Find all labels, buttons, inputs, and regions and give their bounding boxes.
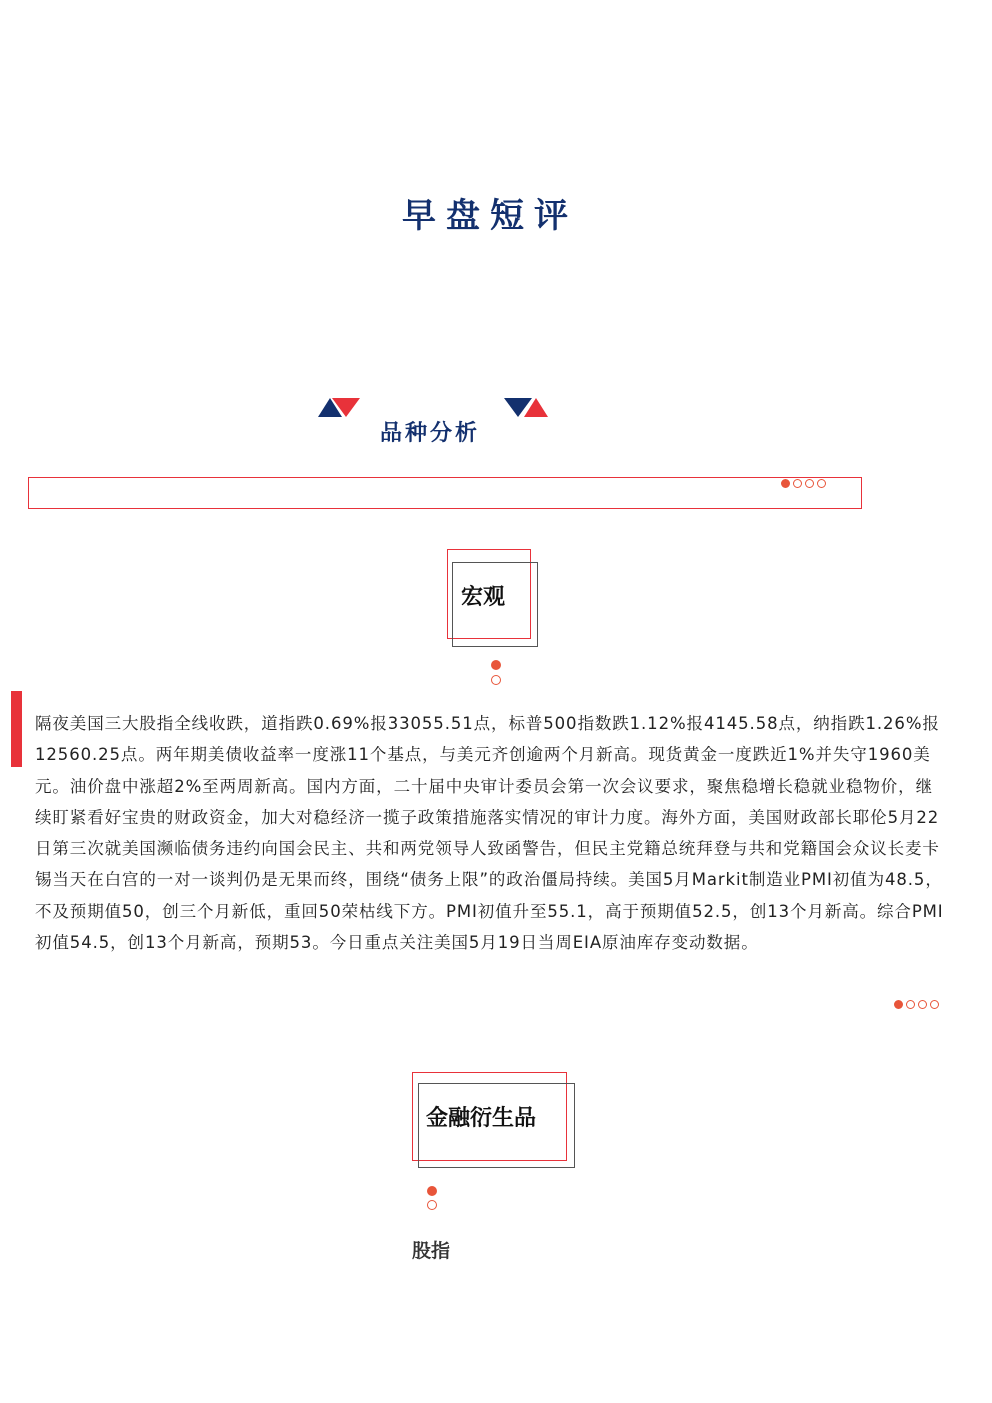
triangle-decoration-right-icon — [504, 396, 548, 420]
macro-accent-bar — [11, 691, 22, 767]
macro-dot-hollow-icon — [491, 675, 501, 685]
paragraph-end-dots-icon — [894, 1000, 939, 1009]
macro-label: 宏观 — [461, 585, 506, 610]
stock-index-subheading: 股指 — [412, 1240, 451, 1262]
triangle-decoration-left-icon — [318, 396, 362, 420]
document-title: 早盘短评 — [402, 196, 578, 236]
derivatives-dot-filled-icon — [427, 1186, 437, 1196]
macro-paragraph: 隔夜美国三大股指全线收跌，道指跌0.69%报33055.51点，标普500指数跌1.12%报4145.58点，纳指跌1.26%报12560.25点。两年期美债收益率一度涨11个基点，与美元齐创逾两个月新高。现货黄金一度跌近1%并失守1960美元。油价盘中涨超2%至两周新高。国内方面，二十届中央审计委员会第一次会议要求，聚焦稳增长稳就业稳物价，继续盯紧看好宝贵的财政资金，加大对稳经济一揽子政策措施落实情况的审计力度。海外方面，美国财政部长耶伦5月22日第三次就美国濒临债务违约向国会民主、共和两党领导人致函警告，但民主党籍总统拜登与共和党籍国会众议长麦卡锡当天在白宫的一对一谈判仍是无果而终，围绕“债务上限”的政治僵局持续。美国5月Markit制造业PMI初值为48.5，不及预期值50，创三个月新低，重回50荣枯线下方。PMI初值升至55.1，高于预期值52.5，创13个月新高。综合PMI初值54.5，创13个月新高，预期53。今日重点关注美国5月19日当周EIA原油库存变动数据。 — [35, 714, 944, 953]
macro-dot-filled-icon — [491, 660, 501, 670]
banner-dots-icon — [781, 479, 826, 488]
derivatives-label: 金融衍生品 — [426, 1106, 537, 1131]
section-banner-frame — [28, 477, 862, 509]
derivatives-dot-hollow-icon — [427, 1200, 437, 1210]
section-heading: 品种分析 — [380, 421, 481, 446]
